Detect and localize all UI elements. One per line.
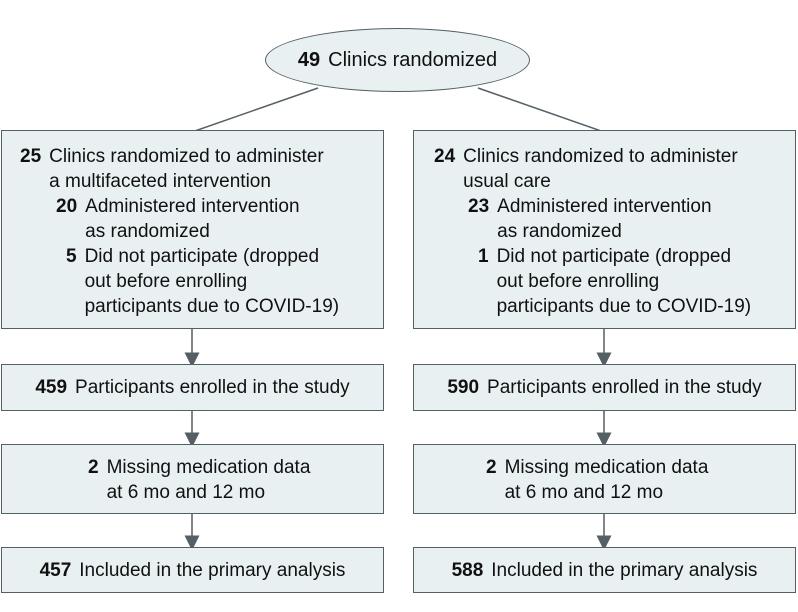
right-administered-count: 23 — [468, 196, 490, 217]
left-analysis-count: 457 — [39, 559, 72, 581]
left-arm-box — [1, 130, 384, 329]
right-missing-label: Missing medication data at 6 mo and 12 mo — [504, 457, 709, 503]
left-administered-row — [56, 194, 300, 244]
left-dropped-row — [66, 244, 339, 319]
left-enrolled-count: 459 — [35, 377, 68, 398]
right-dropped-count: 1 — [478, 246, 489, 267]
right-group-label: Clinics randomized to administer usual care — [463, 146, 738, 192]
right-dropped-label: Did not participate (dropped out before enrolling participants due to COVID-19) — [496, 246, 752, 317]
right-administered-row — [468, 194, 712, 244]
left-group-count: 25 — [20, 146, 42, 167]
right-arm-box — [413, 130, 796, 329]
right-enrolled-count: 590 — [447, 377, 480, 398]
right-group-count: 24 — [434, 146, 456, 167]
left-missing-count: 2 — [88, 457, 99, 478]
left-dropped-count: 5 — [66, 246, 77, 267]
left-missing-label: Missing medication data at 6 mo and 12 mo — [106, 457, 311, 503]
clinics-randomized-count: 49 — [297, 48, 321, 71]
left-analysis-label: Included in the primary analysis — [79, 559, 346, 581]
left-dropped-label: Did not participate (dropped out before enrolling participants due to COVID-19) — [84, 246, 340, 317]
right-analysis-box — [413, 547, 796, 593]
clinics-randomized-label: Clinics randomized — [328, 48, 498, 71]
right-analysis-label: Included in the primary analysis — [491, 559, 758, 581]
connector-top-left — [192, 88, 318, 132]
left-administered-count: 20 — [56, 196, 78, 217]
right-missing-row — [486, 455, 708, 505]
left-missing-box — [1, 444, 384, 514]
left-enrolled-label: Participants enrolled in the study — [75, 377, 350, 398]
left-group-row — [20, 144, 324, 194]
right-enrolled-label: Participants enrolled in the study — [487, 377, 762, 398]
right-missing-box — [413, 444, 796, 514]
connector-top-right — [478, 88, 604, 132]
left-enrolled-box — [1, 364, 384, 411]
right-analysis-count: 588 — [451, 559, 484, 581]
right-administered-label: Administered intervention as randomized — [497, 196, 712, 242]
left-analysis-box — [1, 547, 384, 593]
left-missing-row — [88, 455, 310, 505]
right-missing-count: 2 — [486, 457, 497, 478]
right-enrolled-box — [413, 364, 796, 411]
right-dropped-row — [478, 244, 751, 319]
left-administered-label: Administered intervention as randomized — [85, 196, 300, 242]
right-group-row — [434, 144, 738, 194]
clinics-randomized-node — [265, 28, 530, 92]
left-group-label: Clinics randomized to administer a multifaceted intervention — [49, 146, 324, 192]
